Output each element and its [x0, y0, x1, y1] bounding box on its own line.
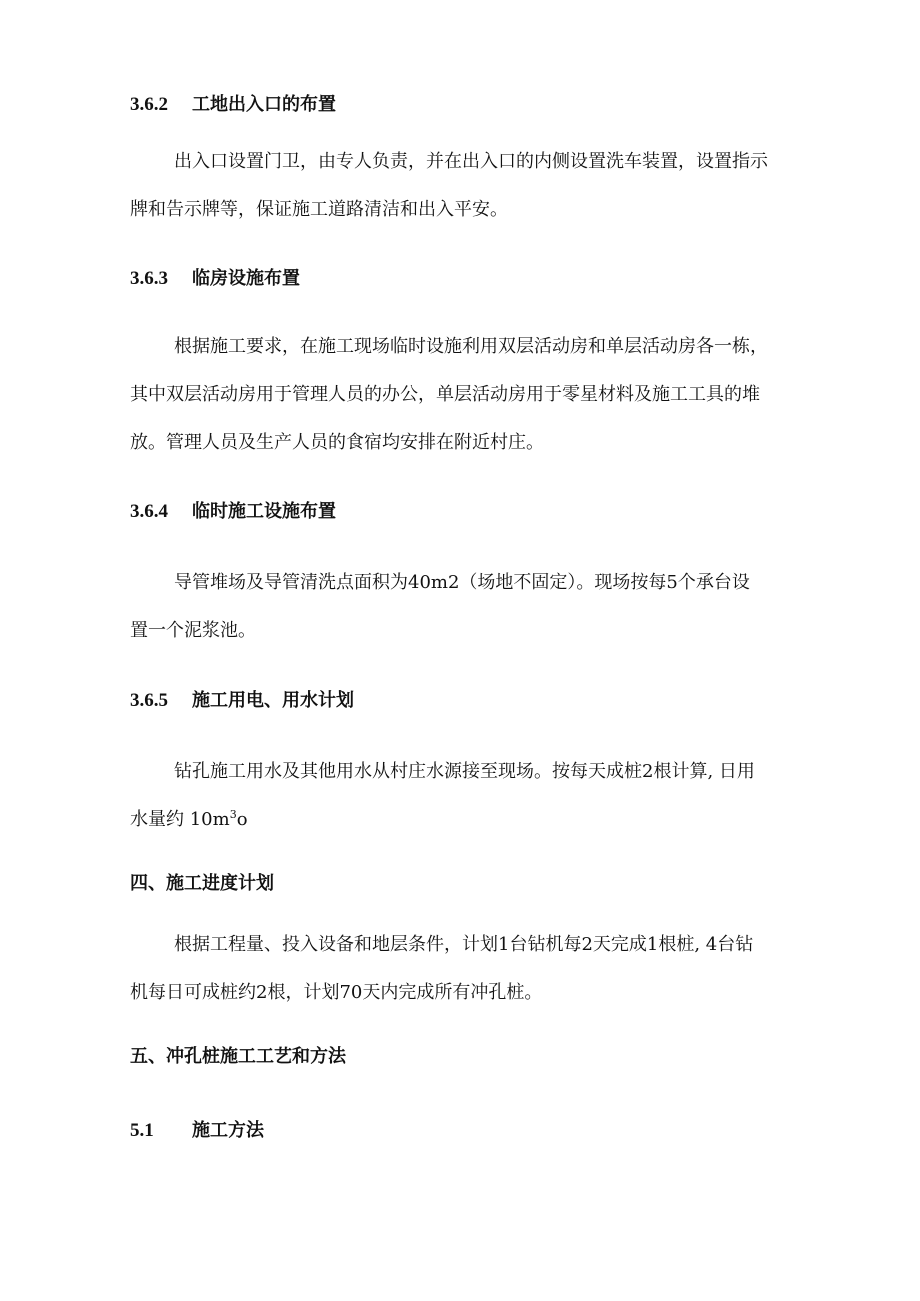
section-number: 3.6.3: [130, 268, 168, 289]
section-number: 5.1: [130, 1120, 154, 1141]
section-heading-3-6-2: [130, 92, 336, 117]
section-title: 临房设施布置: [192, 268, 300, 289]
paragraph-line: 根据工程量、投入设备和地层条件，计划1台钻机每2天完成1根桩, 4台钻: [174, 934, 754, 955]
section-title: 冲孔桩施工工艺和方法: [166, 1046, 346, 1067]
paragraph-line: 根据施工要求，在施工现场临时设施利用双层活动房和单层活动房各一栋，: [174, 336, 768, 357]
paragraph-line: 钻孔施工用水及其他用水从村庄水源接至现场。按每天成桩2根计算, 日用: [174, 761, 755, 782]
section-heading-3-6-4: [130, 499, 336, 524]
section-number: 3.6.4: [130, 501, 168, 522]
section-paragraph-3-6-4: [130, 559, 840, 655]
section-heading-5: [130, 1044, 346, 1069]
section-number: 五、: [130, 1046, 166, 1067]
paragraph-line: 导管堆场及导管清洗点面积为40m2（场地不固定）。现场按每5个承台设: [174, 572, 750, 593]
section-title: 施工进度计划: [166, 873, 274, 894]
section-heading-3-6-5: [130, 688, 354, 713]
paragraph-line: 放。管理人员及生产人员的食宿均安排在附近村庄。: [130, 432, 544, 453]
section-title: 工地出入口的布置: [192, 94, 336, 115]
section-title: 施工用电、用水计划: [192, 690, 354, 711]
section-title: 施工方法: [192, 1120, 264, 1141]
section-heading-3-6-3: [130, 266, 300, 291]
section-number: 四、: [130, 873, 166, 894]
section-paragraph-3-6-2: [130, 138, 840, 234]
paragraph-line: 出入口设置门卫，由专人负责，并在出入口的内侧设置洗车装置，设置指示: [174, 151, 768, 172]
cubic-superscript: 3: [229, 808, 237, 821]
paragraph-line: 置一个泥浆池。: [130, 620, 256, 641]
section-heading-5-1: [130, 1118, 264, 1143]
water-volume-suffix: o: [236, 809, 248, 830]
section-heading-4: [130, 871, 274, 896]
section-paragraph-4: [130, 921, 840, 1017]
paragraph-line: 其中双层活动房用于管理人员的办公，单层活动房用于零星材料及施工工具的堆: [130, 384, 760, 405]
section-title: 临时施工设施布置: [192, 501, 336, 522]
section-paragraph-3-6-5: [130, 748, 840, 844]
section-number: 3.6.5: [130, 690, 168, 711]
water-volume-text: 水量约 10m: [130, 809, 230, 830]
paragraph-line: [130, 796, 840, 844]
paragraph-line: 牌和告示牌等，保证施工道路清洁和出入平安。: [130, 199, 508, 220]
section-number: 3.6.2: [130, 94, 168, 115]
paragraph-line: 机每日可成桩约2根，计划70天内完成所有冲孔桩。: [130, 982, 543, 1003]
section-paragraph-3-6-3: [130, 323, 840, 467]
